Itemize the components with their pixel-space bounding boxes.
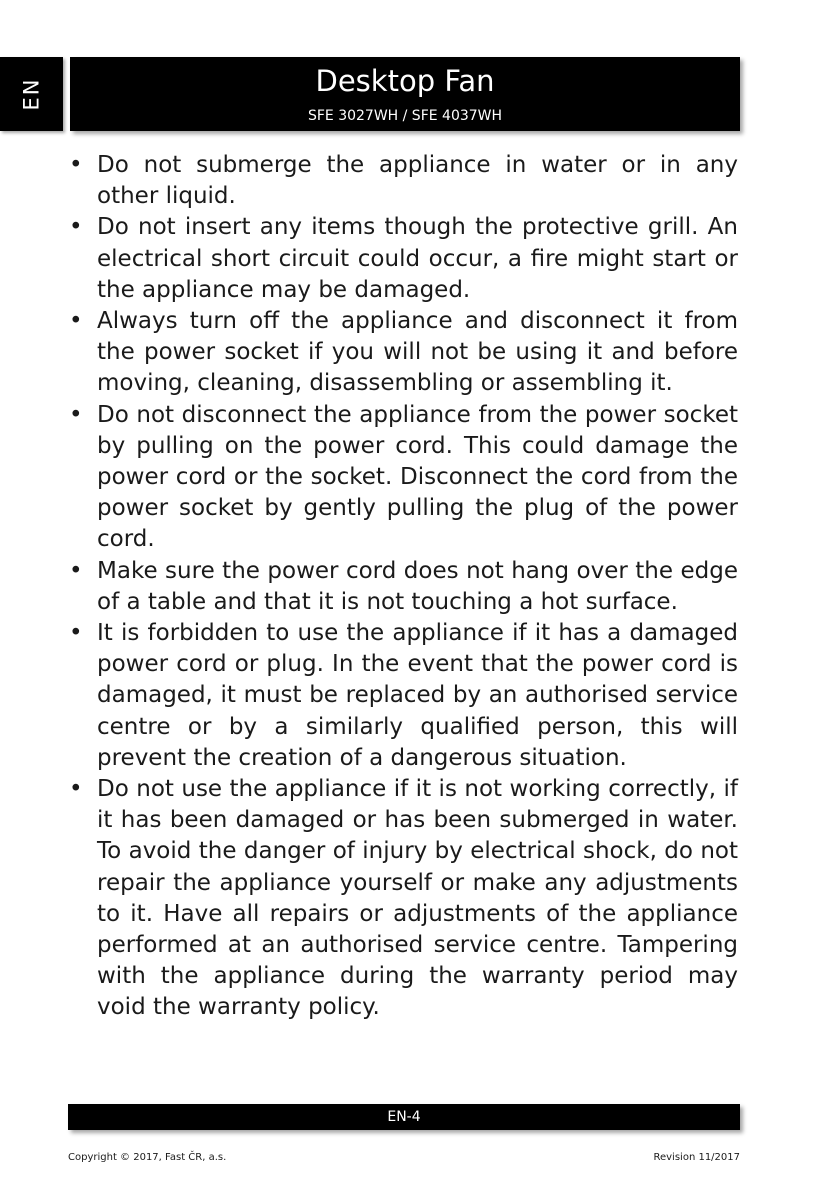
bullet-icon: • [69, 152, 83, 178]
list-item-text: It is forbidden to use the appliance if it has a damaged power cord or plug. In the event that the power cord is damaged, it must be replaced by an authorised service centre or by a similarly qualified person, this will prevent the creation of a dangerous situation. [97, 620, 738, 771]
bullet-icon: • [69, 776, 83, 803]
list-item [66, 212, 738, 306]
bullet-icon: • [69, 620, 83, 647]
language-tab [0, 57, 63, 131]
list-item [66, 774, 738, 1024]
instruction-list [66, 150, 738, 1024]
list-item-text: Do not insert any items though the protective grill. An electrical short circuit could occur, a fire might start or the appliance may be damaged. [97, 214, 738, 303]
list-item [66, 556, 738, 618]
bullet-icon: • [69, 401, 83, 428]
page-title: Desktop Fan [315, 64, 495, 98]
page-number: EN-4 [387, 1109, 421, 1125]
list-item-text: Always turn off the appliance and disconnect it from the power socket if you will not be using it and before moving, cleaning, disassembling or assembling it. [97, 308, 738, 397]
list-item-text: Do not use the appliance if it is not working correctly, if it has been damaged or has been submerged in water. To avoid the danger of injury by electrical shock, do not repair the appliance yourself or make any adjustments to it. Have all repairs or adjustments of the appliance performed at an authorised service centre. Tampering with the appliance during the warranty period may void the warranty policy. [97, 776, 738, 1021]
model-numbers: SFE 3027WH / SFE 4037WH [307, 108, 503, 124]
footer-page-bar [68, 1104, 740, 1130]
list-item-text: Do not submerge the appliance in water or in any other liquid. [97, 152, 738, 210]
language-tab-label: EN [19, 77, 44, 111]
bullet-icon: • [69, 557, 83, 584]
list-item-text: Make sure the power cord does not hang over the edge of a table and that it is not touching a hot surface. [97, 557, 738, 615]
bullet-icon: • [69, 308, 83, 335]
list-item-text: Do not disconnect the appliance from the power socket by pulling on the power cord. This could damage the power cord or the socket. Disconnect the cord from the power socket by gently pulling the plug of the power cord. [97, 401, 738, 553]
list-item [66, 400, 738, 556]
bullet-icon: • [69, 214, 83, 241]
list-item [66, 306, 738, 400]
list-item [66, 618, 738, 774]
safety-instructions [66, 150, 738, 1024]
list-item [66, 150, 738, 212]
page-header [70, 57, 740, 131]
copyright-notice: Copyright © 2017, Fast ČR, a.s. [68, 1152, 227, 1163]
revision-label: Revision 11/2017 [653, 1152, 740, 1163]
